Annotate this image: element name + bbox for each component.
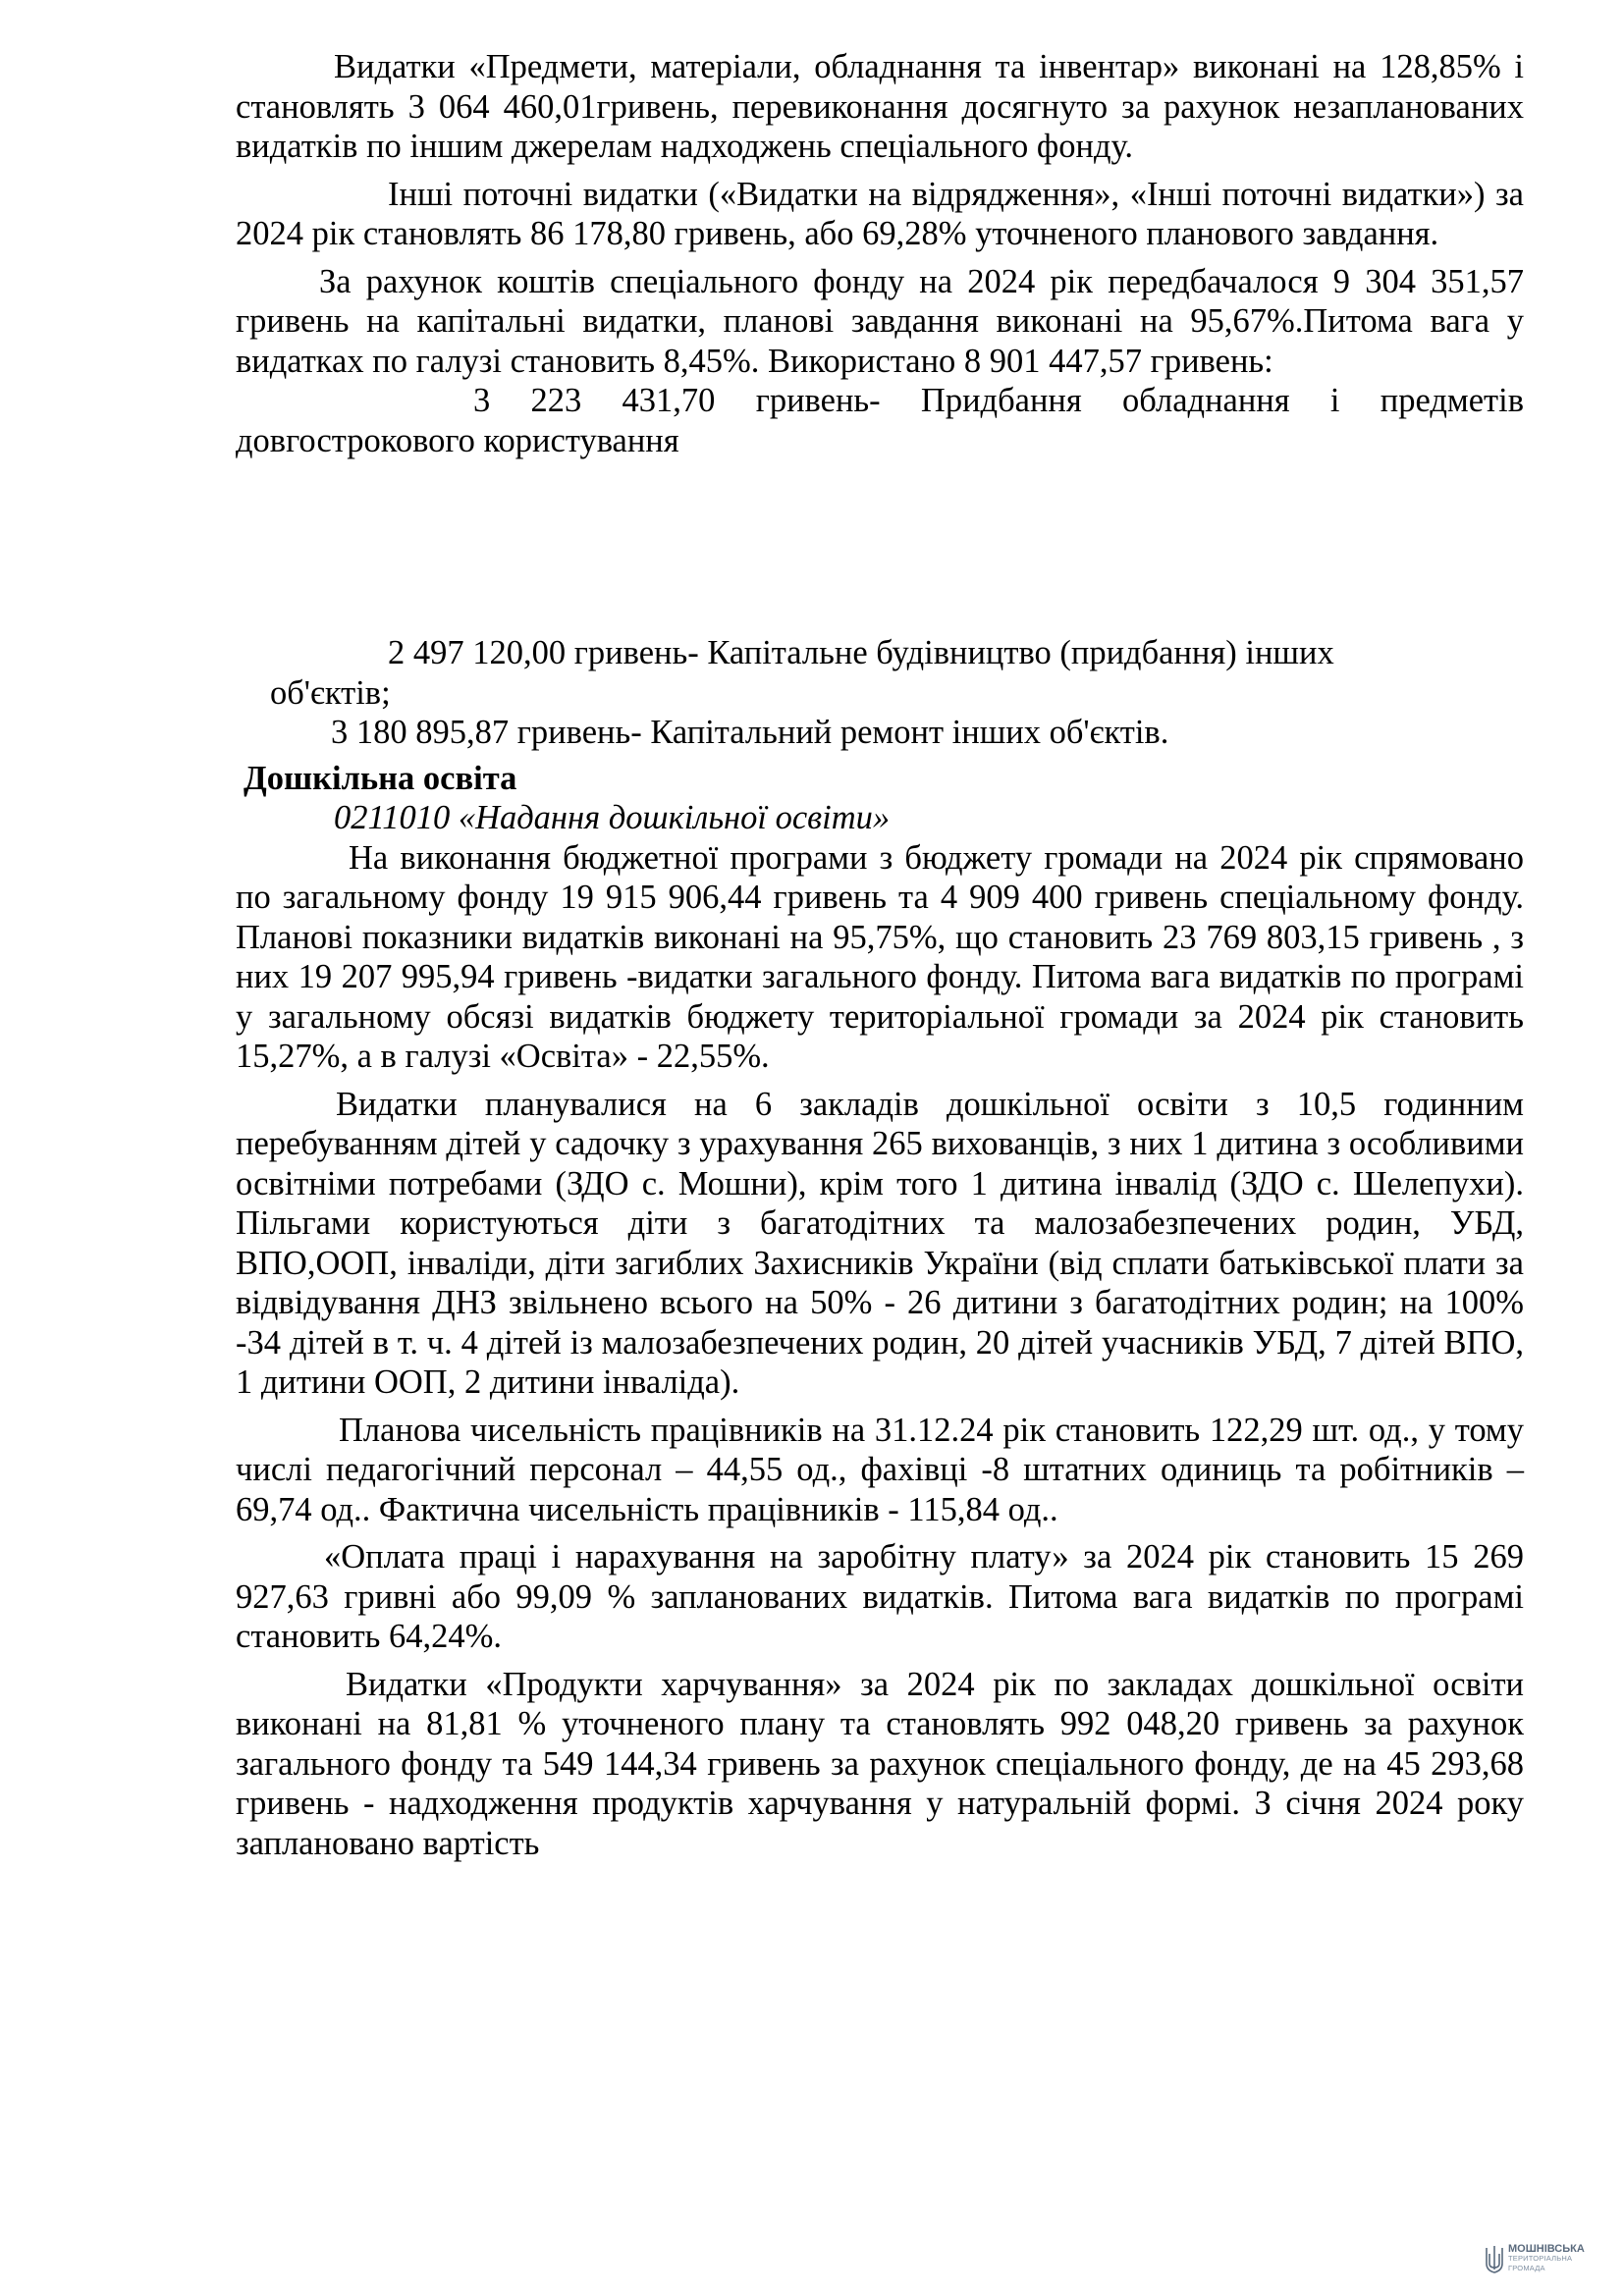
- paragraph-capital-equipment: 3 223 431,70 гривень- Придбання обладнання і предметів довгострокового користування: [236, 382, 1524, 459]
- community-logo: [1485, 2244, 1585, 2273]
- logo-line3: ГРОМАДА: [1508, 2264, 1545, 2272]
- paragraph-food: Видатки «Продукти харчування» за 2024 рік по закладах дошкільної освіти виконані на 81,81 % уточненого плану та становлять 992 048,20 гривень за рахунок загального фонду та 549 144,34 гривень за рахунок спеціального фонду, де на 45 293,68 гривень - надходження продуктів харчування у натуральній формі. З січня 2024 року заплановано вартість: [236, 1665, 1524, 1862]
- paragraph-capital-repair: 3 180 895,87 гривень- Капітальний ремонт інших об'єктів.: [331, 714, 1169, 751]
- program-title: 0211010 «Надання дошкільної освіти»: [334, 799, 891, 836]
- document-page: [236, 47, 1524, 1863]
- blank-space: [236, 460, 1524, 619]
- paragraph-budget: На виконання бюджетної програми з бюджету громади на 2024 рік спрямовано по загальному фонду 19 915 906,44 гривень та 4 909 400 гривень спеціальному фонду. Планові показники видатків виконані на 95,75%, що становить 23 769 803,15 гривень , з них 19 207 995,94 гривень -видатки загального фонду. Питома вага видатків по програмі у загальному обсязі видатків бюджету територіальної громади за 2024 рік становить 15,27%, а в галузі «Освіта» - 22,55%.: [236, 838, 1524, 1075]
- paragraph-special-fund: За рахунок коштів спеціального фонду на 2024 рік передбачалося 9 304 351,57 гривень на капітальні видатки, планові завдання виконані на 95,67%.Питома вага у видатках по галузі становить 8,45%. Використано 8 901 447,57 гривень:: [236, 262, 1524, 380]
- paragraph-materials: Видатки «Предмети, матеріали, обладнання та інвентар» виконані на 128,85% і становлять 3 064 460,01гривень, перевиконання досягнуто за рахунок незапланованих видатків по іншим джерелам надходжень спеціального фонду.: [236, 48, 1524, 165]
- paragraph-capital-construction: [236, 633, 1524, 713]
- paragraph-other-current: Інші поточні видатки («Видатки на відрядження», «Інші поточні видатки») за 2024 рік становлять 86 178,80 гривень, або 69,28% уточненого планового завдання.: [236, 175, 1524, 252]
- logo-line2: ТЕРИТОРІАЛЬНА: [1508, 2254, 1573, 2263]
- paragraph-institutions: Видатки планувалися на 6 закладів дошкільної освіти з 10,5 годинним перебуванням дітей у садочку з урахування 265 вихованців, з них 1 дитина з особливими освітніми потребами (ЗДО с. Мошни), крім того 1 дитина інвалід (ЗДО с. Шелепухи). Пільгами користуються діти з багатодітних та малозабезпечених родин, УБД, ВПО,ООП, інваліди, діти загиблих Захисників України (від сплати батьківської плати за відвідування ДНЗ звільнено всього на 50% - 26 дитини з багатодітних родин; на 100% -34 дітей в т. ч. 4 дітей із малозабезпечених родин, 20 дітей учасників УБД, 7 дітей ВПО, 1 дитини ООП, 2 дитини інваліда).: [236, 1085, 1524, 1401]
- paragraph-salary: «Оплата праці і нарахування на заробітну плату» за 2024 рік становить 15 269 927,63 гривні або 99,09 % запланованих видатків. Питома вага видатків по програмі становить 64,24%.: [236, 1538, 1524, 1655]
- trident-emblem-icon: [1485, 2244, 1504, 2273]
- logo-text: [1508, 2244, 1585, 2273]
- logo-line1: МОШНІВСЬКА: [1508, 2243, 1585, 2255]
- paragraph-staff: Планова чисельність працівників на 31.12.24 рік становить 122,29 шт. од., у тому числі педагогічний персонал – 44,55 од., фахівці -8 штатних одиниць та робітників – 69,74 од.. Фактична чисельність працівників - 115,84 од..: [236, 1411, 1524, 1528]
- section-heading: Дошкільна освіта: [244, 759, 517, 797]
- capital-construction-line2: об'єктів;: [270, 673, 391, 712]
- capital-construction-line1: 2 497 120,00 гривень- Капітальне будівництво (придбання) інших: [388, 634, 1334, 671]
